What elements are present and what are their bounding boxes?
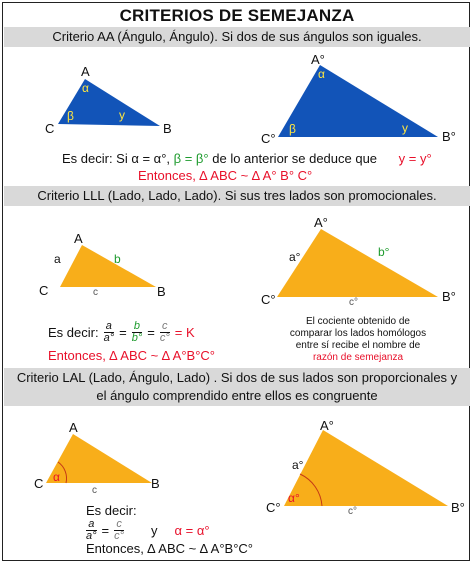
aa-statement-beta: β = β°	[173, 151, 209, 166]
aa-conclusion: Entonces, ∆ ABC ~ ∆ A° B° C°	[138, 168, 313, 183]
lll-fraction-c-num: c	[160, 321, 170, 333]
aa-small-alpha: α	[82, 81, 89, 95]
aa-header: Criterio AA (Ángulo, Ángulo). Si dos de sus ángulos son iguales.	[4, 27, 470, 47]
lal-fraction-a-den: a°	[86, 530, 97, 542]
lll-header: Criterio LLL (Lado, Lado, Lado). Si sus tres lados son promocionales.	[4, 186, 470, 206]
aa-big-vertex-b: B°	[442, 129, 456, 144]
lal-big-vertex-c: C°	[266, 500, 281, 515]
lal-eq-and: y	[151, 523, 158, 538]
aa-statement-prefix: Es decir: Si α = α°,	[62, 151, 171, 166]
lll-fraction-a	[104, 321, 115, 344]
lll-eq-prefix: Es decir:	[48, 325, 99, 340]
lll-small-side-c: c	[93, 287, 98, 298]
lll-conclusion: Entonces, ∆ ABC ~ ∆ A°B°C°	[48, 348, 215, 363]
lal-small-alpha: α	[53, 470, 60, 484]
lal-small-vertex-b: B	[151, 476, 160, 491]
lal-eq-sign: =	[101, 523, 110, 538]
lal-fraction-a	[86, 519, 97, 542]
aa-big-vertex-a: A°	[311, 52, 325, 67]
lal-small-vertex-a: A	[69, 420, 78, 435]
lll-fraction-b-den: b°	[131, 332, 143, 344]
aa-big-vertex-c: C°	[261, 131, 276, 146]
lll-note-line-4: razón de semejanza	[312, 352, 404, 363]
lll-big-side-c: c°	[349, 297, 358, 308]
lll-fraction-c	[160, 321, 170, 344]
lal-eq-prefix: Es decir:	[86, 503, 137, 518]
lll-fraction-a-num: a	[104, 321, 115, 333]
lll-big-vertex-c: C°	[261, 292, 276, 307]
lal-big-side-c: c°	[348, 506, 357, 517]
aa-big-triangle	[278, 65, 438, 137]
page-title: CRITERIOS DE SEMEJANZA	[119, 6, 355, 25]
lal-equation	[86, 519, 210, 542]
lal-eq-angle: α = α°	[174, 523, 210, 538]
aa-small-vertex-a: A	[81, 64, 90, 79]
lll-note-line-2: comparar los lados homólogos	[289, 328, 427, 339]
aa-big-beta: β	[289, 122, 296, 136]
lal-big-side-a: a°	[292, 458, 304, 472]
lal-small-triangle	[46, 434, 152, 483]
lll-small-vertex-c: C	[39, 283, 49, 298]
lll-small-side-a: a	[54, 252, 61, 266]
lal-fraction-c-den: c°	[114, 530, 125, 542]
lll-eq-k: = K	[174, 325, 195, 340]
lll-small-vertex-b: B	[157, 284, 166, 299]
lll-big-side-b: b°	[378, 245, 390, 259]
lll-big-side-a: a°	[289, 250, 301, 264]
lll-fraction-b	[132, 321, 143, 344]
lll-small-triangle	[60, 245, 156, 287]
lll-fraction-b-num: b	[132, 321, 143, 333]
aa-small-vertex-b: B	[163, 121, 172, 136]
lal-header: Criterio LAL (Lado, Ángulo, Lado) . Si dos de sus lados son proporcionales y el ángulo comprendido entre ellos es congruente	[4, 368, 470, 406]
lll-equation	[48, 321, 195, 344]
lal-big-triangle	[284, 430, 448, 506]
lll-fraction-a-den: a°	[103, 332, 115, 344]
lll-fraction-c-den: c°	[159, 332, 170, 344]
lal-big-alpha: α°	[288, 491, 300, 505]
aa-statement-gamma: y = y°	[398, 151, 432, 166]
aa-statement	[62, 151, 432, 166]
lal-big-vertex-b: B°	[451, 500, 465, 515]
lll-small-vertex-a: A	[74, 231, 83, 246]
lll-note	[288, 316, 428, 364]
aa-small-beta: β	[67, 109, 74, 123]
lll-note-line-1: El cociente obtenido de	[306, 316, 410, 327]
aa-small-vertex-c: C	[45, 121, 55, 136]
aa-small-gamma: y	[119, 108, 125, 122]
lll-big-triangle	[277, 229, 438, 297]
lal-fraction-c	[114, 519, 124, 542]
lll-big-vertex-a: A°	[314, 215, 328, 230]
lll-eq-sign-1: =	[119, 325, 127, 340]
aa-statement-mid: de lo anterior se deduce que	[212, 151, 378, 166]
lal-fraction-c-num: c	[114, 519, 124, 531]
lal-small-side-c: c	[92, 485, 97, 496]
lal-fraction-a-num: a	[86, 519, 97, 531]
lal-conclusion: Entonces, ∆ ABC ~ ∆ A°B°C°	[86, 541, 253, 556]
lal-small-vertex-c: C	[34, 476, 44, 491]
lll-note-line-3: entre sí recibe el nombre de	[295, 340, 421, 351]
lal-big-vertex-a: A°	[320, 418, 334, 433]
aa-big-alpha: α	[318, 67, 325, 81]
lll-big-vertex-b: B°	[442, 289, 456, 304]
aa-big-gamma: y	[402, 121, 408, 135]
lll-eq-sign-2: =	[147, 325, 155, 340]
lll-small-side-b: b	[114, 252, 121, 266]
